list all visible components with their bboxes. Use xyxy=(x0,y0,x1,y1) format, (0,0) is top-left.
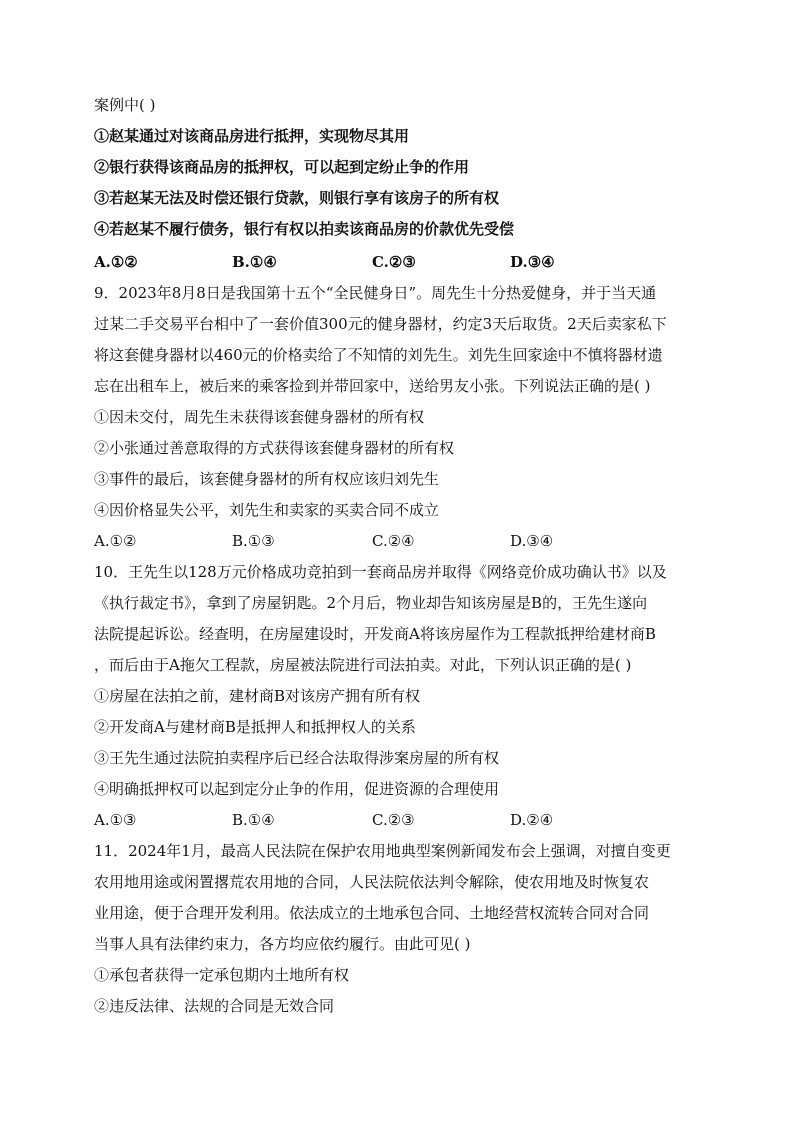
q10-stem-line-1: 10．王先生以128万元价格成功竞拍到一套商品房并取得《网络竞价成功确认书》以及 xyxy=(94,563,667,581)
q10-item-3: ③王先生通过法院拍卖程序后已经合法取得涉案房屋的所有权 xyxy=(94,749,500,767)
q10-stem-line-2: 《执行裁定书》，拿到了房屋钥匙。2个月后，物业却告知该房屋是B的，王先生遂向 xyxy=(94,594,648,612)
q8-item-4: ④若赵某不履行债务，银行有权以拍卖该商品房的价款优先受偿 xyxy=(94,220,515,238)
q9-stem-line-4: 忘在出租车上，被后来的乘客捡到并带回家中，送给男友小张。下列说法正确的是( ) xyxy=(94,377,651,395)
q9-item-1: ①因未交付，周先生未获得该套健身器材的所有权 xyxy=(94,408,425,426)
q10-option-b: B.①④ xyxy=(232,811,275,829)
q8-item-1: ①赵某通过对该商品房进行抵押，实现物尽其用 xyxy=(94,127,410,145)
q11-stem-line-2: 农用地用途或闲置撂荒农用地的合同，人民法院依法判令解除，使农用地及时恢复农 xyxy=(94,873,650,891)
q9-item-4: ④因价格显失公平，刘先生和卖家的买卖合同不成立 xyxy=(94,501,440,519)
q9-option-a: A.①② xyxy=(94,532,137,550)
q11-stem-line-3: 业用途，便于合理开发利用。依法成立的土地承包合同、土地经营权流转合同对合同 xyxy=(94,904,650,922)
q9-stem-line-2: 过某二手交易平台相中了一套价值300元的健身器材，约定3天后取货。2天后卖家私下 xyxy=(94,315,667,333)
q10-stem-line-4: ，而后由于A拖欠工程款，房屋被法院进行司法拍卖。对此，下列认识正确的是( ) xyxy=(94,656,632,674)
q11-stem-line-1: 11．2024年1月，最高人民法院在保护农用地典型案例新闻发布会上强调，对擅自变更 xyxy=(94,842,671,860)
q8-option-d: D.③④ xyxy=(510,253,555,271)
q10-item-4: ④明确抵押权可以起到定分止争的作用，促进资源的合理使用 xyxy=(94,780,500,798)
q8-option-a: A.①② xyxy=(94,253,138,271)
q9-stem-line-1: 9．2023年8月8日是我国第十五个“全民健身日”。周先生十分热爱健身，并于当天通 xyxy=(94,284,657,302)
q8-options xyxy=(94,251,704,273)
q9-options xyxy=(94,530,704,552)
q9-item-2: ②小张通过善意取得的方式获得该套健身器材的所有权 xyxy=(94,439,455,457)
q10-item-1: ①房屋在法拍之前，建材商B对该房产拥有所有权 xyxy=(94,687,421,705)
q10-option-a: A.①③ xyxy=(94,811,137,829)
q9-option-b: B.①③ xyxy=(232,532,275,550)
q10-option-c: C.②③ xyxy=(372,811,415,829)
q9-option-c: C.②④ xyxy=(372,532,415,550)
q10-item-2: ②开发商A与建材商B是抵押人和抵押权人的关系 xyxy=(94,718,416,736)
q11-item-1: ①承包者获得一定承包期内土地所有权 xyxy=(94,966,350,984)
q8-intro: 案例中( ) xyxy=(94,96,156,114)
q10-options xyxy=(94,809,704,831)
q10-option-d: D.②④ xyxy=(510,811,554,829)
q11-item-2: ②违反法律、法规的合同是无效合同 xyxy=(94,997,335,1015)
q11-stem-line-4: 当事人具有法律约束力，各方均应依约履行。由此可见( ) xyxy=(94,935,471,953)
q8-option-c: C.②③ xyxy=(372,253,416,271)
q9-option-d: D.③④ xyxy=(510,532,554,550)
q10-stem-line-3: 法院提起诉讼。经查明，在房屋建设时，开发商A将该房屋作为工程款抵押给建材商B xyxy=(94,625,656,643)
q8-item-2: ②银行获得该商品房的抵押权，可以起到定纷止争的作用 xyxy=(94,158,470,176)
q9-stem-line-3: 将这套健身器材以460元的价格卖给了不知情的刘先生。刘先生回家途中不慎将器材遗 xyxy=(94,346,663,364)
q9-item-3: ③事件的最后，该套健身器材的所有权应该归刘先生 xyxy=(94,470,440,488)
q8-item-3: ③若赵某无法及时偿还银行贷款，则银行享有该房子的所有权 xyxy=(94,189,500,207)
q8-option-b: B.①④ xyxy=(232,253,277,271)
